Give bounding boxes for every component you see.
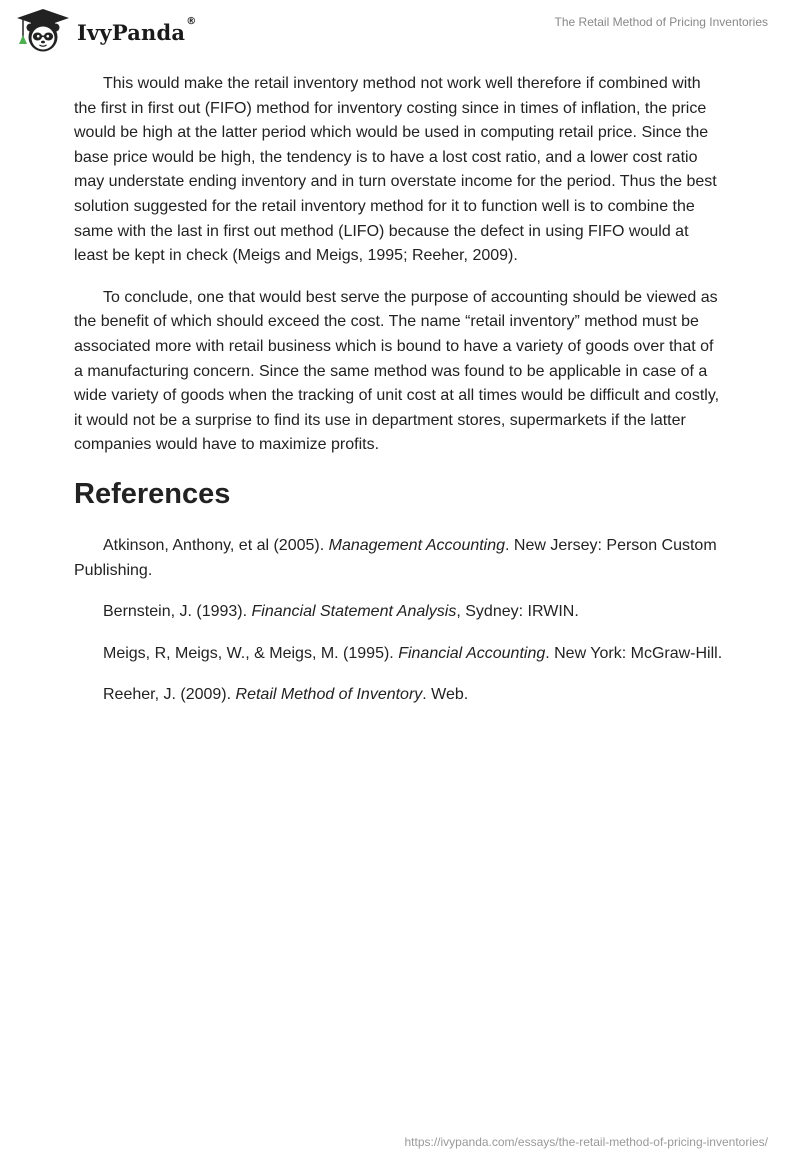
reference-item: Reeher, J. (2009). Retail Method of Inventory. Web. — [103, 686, 469, 704]
reference-item: Bernstein, J. (1993). Financial Statement Analysis, Sydney: IRWIN. — [103, 603, 579, 621]
reference-title: Management Accounting — [328, 536, 506, 554]
ivypanda-logo[interactable] — [14, 8, 196, 54]
reference-title: Financial Accounting — [398, 644, 546, 662]
reference-title: Retail Method of Inventory — [235, 686, 423, 704]
source-url-link[interactable]: https://ivypanda.com/essays/the-retail-method-of-pricing-inventories/ — [404, 1135, 768, 1149]
reference-title: Financial Statement Analysis — [251, 603, 457, 621]
panda-graduate-icon — [14, 8, 72, 54]
document-title: The Retail Method of Pricing Inventories — [554, 15, 768, 29]
body-paragraph: This would make the retail inventory method not work well therefore if combined with the first in first out (FIFO) method for inventory costing since in times of inflation, the price would be high at the latter period which would be used in computing retail price. Since the base price would be high, the tendency is to have a lost cost ratio, and a lower cost ratio may understate ending inventory and in turn overstate income for the period. Thus the best solution suggested for the retail inventory method for it to function well is to combine the same with the last in first out method (LIFO) because the defect in using FIFO would at least be kept in check (Meigs and Meigs, 1995; Reeher, 2009). — [74, 75, 717, 265]
reference-item: Atkinson, Anthony, et al (2005). Management Accounting. New Jersey: Person Custom Publishing. — [74, 536, 717, 579]
reference-item: Meigs, R, Meigs, W., & Meigs, M. (1995). Financial Accounting. New York: McGraw-Hill. — [103, 644, 723, 662]
references-heading: References — [74, 477, 231, 510]
body-paragraph: To conclude, one that would best serve the purpose of accounting should be viewed as the benefit of which should exceed the cost. The name “retail inventory” method must be associated more with retail business which is bound to have a variety of goods over that of a manufacturing concern. Since the same method was found to be applicable in case of a wide variety of goods when the tracking of unit cost at all times would be difficult and costly, it would not be a surprise to find its use in department stores, supermarkets if the latter companies would have to maximize profits. — [74, 288, 720, 454]
logo-wordmark: IvyPanda® — [77, 15, 197, 45]
essay-content — [74, 72, 726, 725]
page-header — [0, 0, 800, 60]
